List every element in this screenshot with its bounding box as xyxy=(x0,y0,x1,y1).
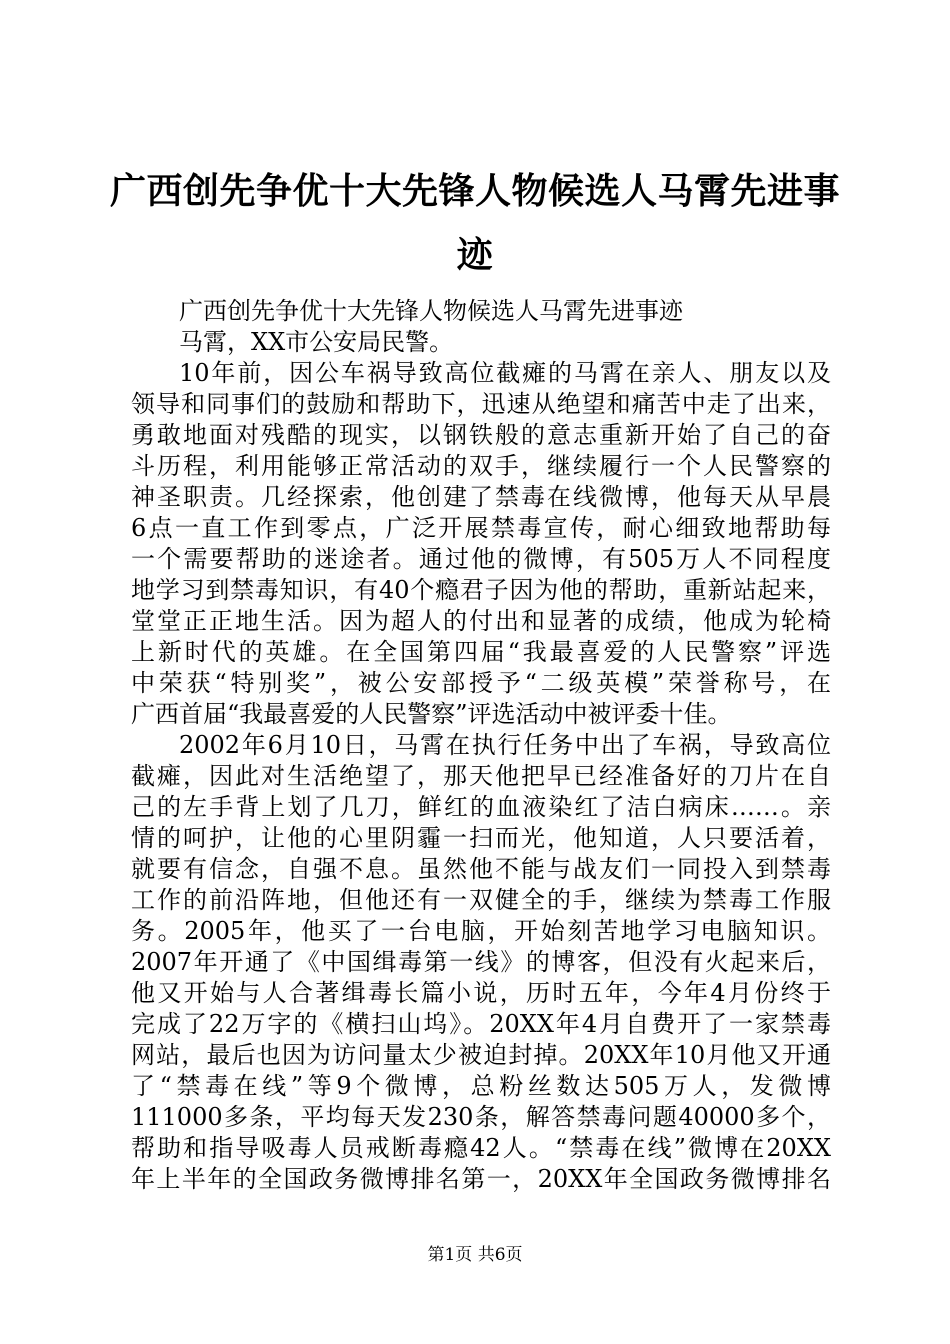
body-line: 他又开始与人合著缉毒长篇小说，历时五年，今年4月份终于 xyxy=(131,979,831,1007)
body-line: 斗历程，利用能够正常活动的双手，继续履行一个人民警察的 xyxy=(131,452,831,480)
body-line: 马霄，XX市公安局民警。 xyxy=(179,328,454,356)
body-line: 堂堂正正地生活。因为超人的付出和显著的成绩，他成为轮椅 xyxy=(131,607,831,635)
title-line-1: 广西创先争优十大先锋人物候选人马霄先进事 xyxy=(110,171,841,212)
body-line: 地学习到禁毒知识，有40个瘾君子因为他的帮助，重新站起来， xyxy=(131,576,831,604)
body-line: 年上半年的全国政务微博排名第一，20XX年全国政务微博排名 xyxy=(131,1165,831,1193)
body-line: 领导和同事们的鼓励和帮助下，迅速从绝望和痛苦中走了出来， xyxy=(131,390,831,418)
body-line: 上新时代的英雄。在全国第四届“我最喜爱的人民警察”评选 xyxy=(131,638,831,666)
body-line: 就要有信念，自强不息。虽然他不能与战友们一同投入到禁毒 xyxy=(131,855,831,883)
body-line: 中荣获“特别奖”，被公安部授予“二级英模”荣誉称号，在 xyxy=(131,669,831,697)
body-line: 111000多条，平均每天发230条，解答禁毒问题40000多个， xyxy=(131,1103,831,1131)
body-line: 2002年6月10日，马霄在执行任务中出了车祸，导致高位 xyxy=(179,731,831,759)
document-title xyxy=(110,160,840,288)
body-line: 网站，最后也因为访问量太少被迫封掉。20XX年10月他又开通 xyxy=(131,1041,831,1069)
body-line: 完成了22万字的《横扫山坞》。20XX年4月自费开了一家禁毒 xyxy=(131,1010,831,1038)
body-line: 10年前，因公车祸导致高位截瘫的马霄在亲人、朋友以及 xyxy=(179,359,831,387)
body-line: 工作的前沿阵地，但他还有一双健全的手，继续为禁毒工作服 xyxy=(131,886,831,914)
body-line: 截瘫，因此对生活绝望了，那天他把早已经准备好的刀片在自 xyxy=(131,762,831,790)
title-line-2: 迹 xyxy=(456,235,494,276)
body-line: 情的呵护，让他的心里阴霾一扫而光，他知道，人只要活着， xyxy=(131,824,831,852)
body-line: 6点一直工作到零点，广泛开展禁毒宣传，耐心细致地帮助每 xyxy=(131,514,831,542)
body-line: 帮助和指导吸毒人员戒断毒瘾42人。“禁毒在线”微博在20XX xyxy=(131,1134,831,1162)
body-line: 神圣职责。几经探索，他创建了禁毒在线微博，他每天从早晨 xyxy=(131,483,831,511)
body-line: 广西首届“我最喜爱的人民警察”评选活动中被评委十佳。 xyxy=(131,700,732,728)
document-body xyxy=(131,296,831,1195)
body-line: 广西创先争优十大先锋人物候选人马霄先进事迹 xyxy=(179,297,683,325)
body-line: 2007年开通了《中国缉毒第一线》的博客，但没有火起来后， xyxy=(131,948,831,976)
body-line: 己的左手背上划了几刀，鲜红的血液染红了洁白病床……。亲 xyxy=(131,793,831,821)
body-line: 了“禁毒在线”等9个微博，总粉丝数达505万人，发微博 xyxy=(131,1072,831,1100)
body-line: 务。2005年，他买了一台电脑，开始刻苦地学习电脑知识。 xyxy=(131,917,831,945)
page-footer: 第1页 共6页 xyxy=(427,1245,523,1265)
body-line: 一个需要帮助的迷途者。通过他的微博，有505万人不同程度 xyxy=(131,545,831,573)
body-line: 勇敢地面对残酷的现实，以钢铁般的意志重新开始了自己的奋 xyxy=(131,421,831,449)
